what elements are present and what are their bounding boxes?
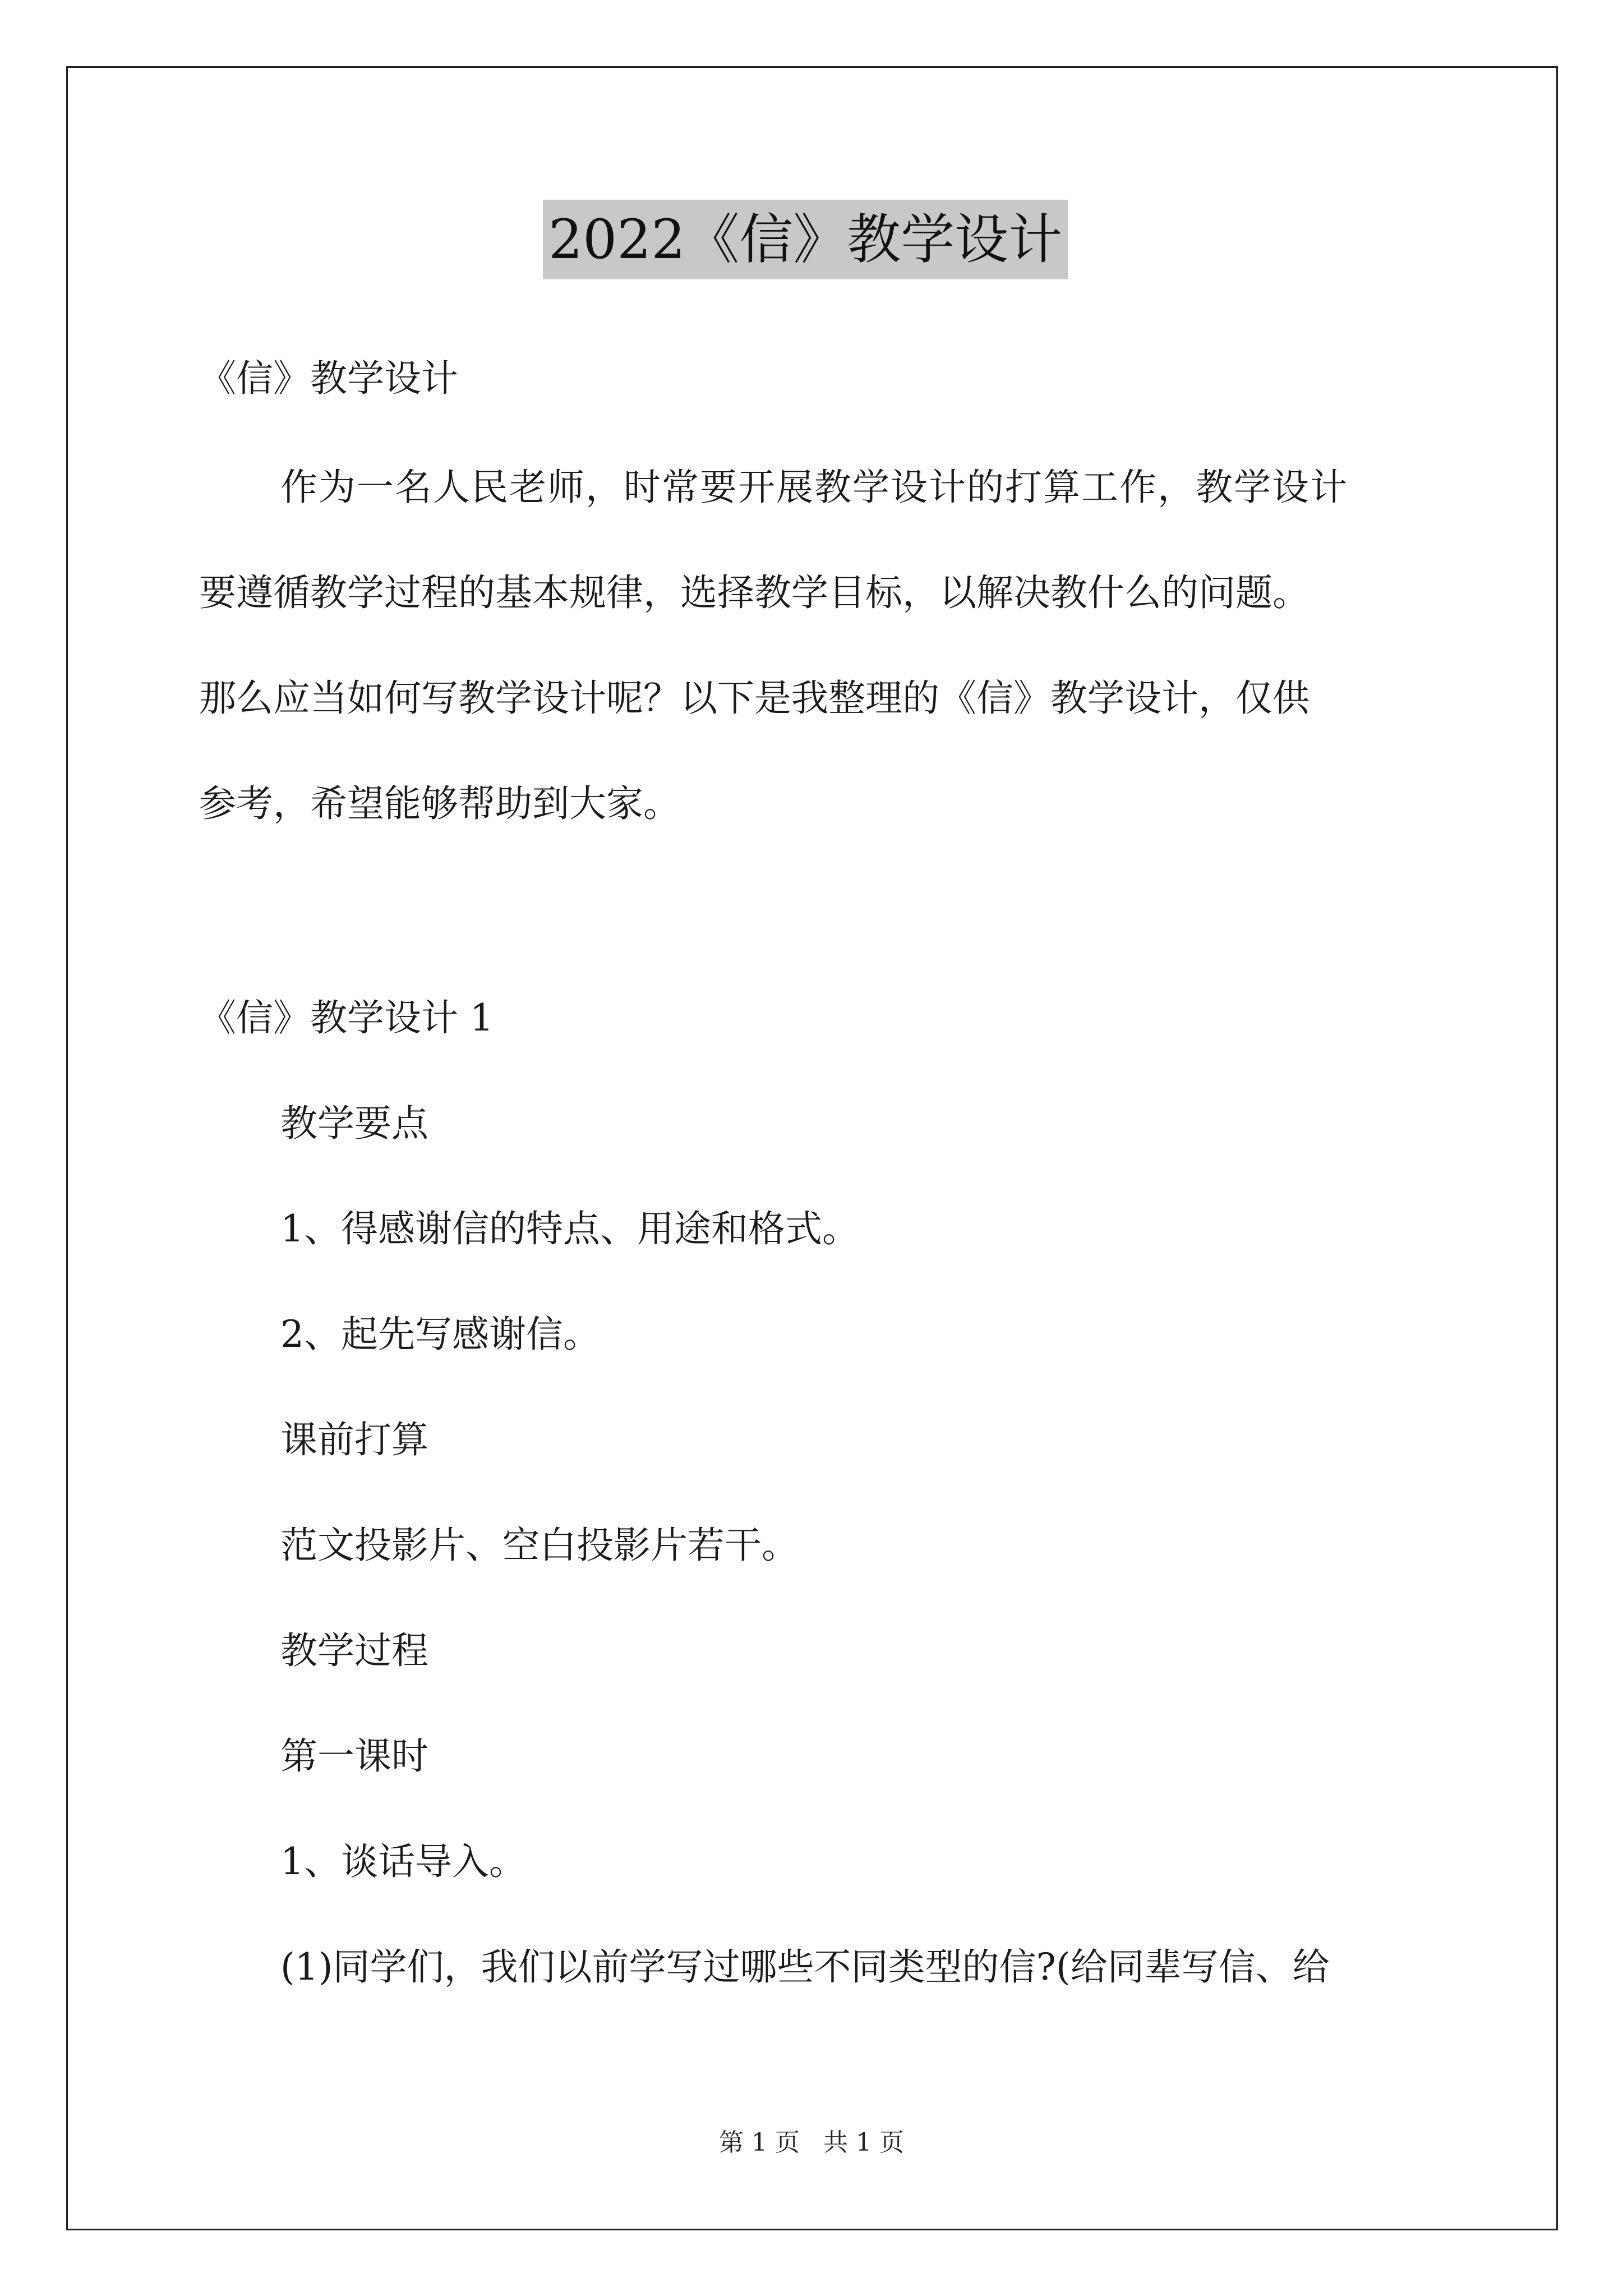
body-line-7: 第一课时 [280,1734,428,1778]
page-footer: 第 1 页 共 1 页 [719,2128,904,2157]
intro-paragraph-line-2: 要遵循教学过程的基本规律，选择教学目标，以解决教什么的问题。 [199,571,1310,614]
intro-heading: 《信》教学设计 [199,357,458,400]
section-heading: 《信》教学设计 1 [199,996,494,1039]
body-line-1: 教学要点 [280,1102,428,1145]
document-title: 2022《信》教学设计 [543,200,1068,279]
body-line-5: 范文投影片、空白投影片若干。 [280,1524,799,1567]
body-line-9: (1)同学们，我们以前学写过哪些不同类型的信?(给同辈写信、给 [280,1945,1330,1989]
body-line-3: 2、起先写感谢信。 [280,1313,600,1356]
intro-paragraph-line-3: 那么应当如何写教学设计呢？以下是我整理的《信》教学设计，仅供 [199,677,1310,720]
body-line-2: 1、得感谢信的特点、用途和格式。 [280,1207,859,1250]
intro-paragraph-line-4: 参考，希望能够帮助到大家。 [199,782,680,825]
intro-paragraph-line-1: 作为一名人民老师，时常要开展教学设计的打算工作，教学设计 [280,466,1348,509]
body-line-6: 教学过程 [280,1629,428,1672]
body-line-8: 1、谈话导入。 [280,1840,526,1883]
body-line-4: 课前打算 [280,1418,428,1461]
